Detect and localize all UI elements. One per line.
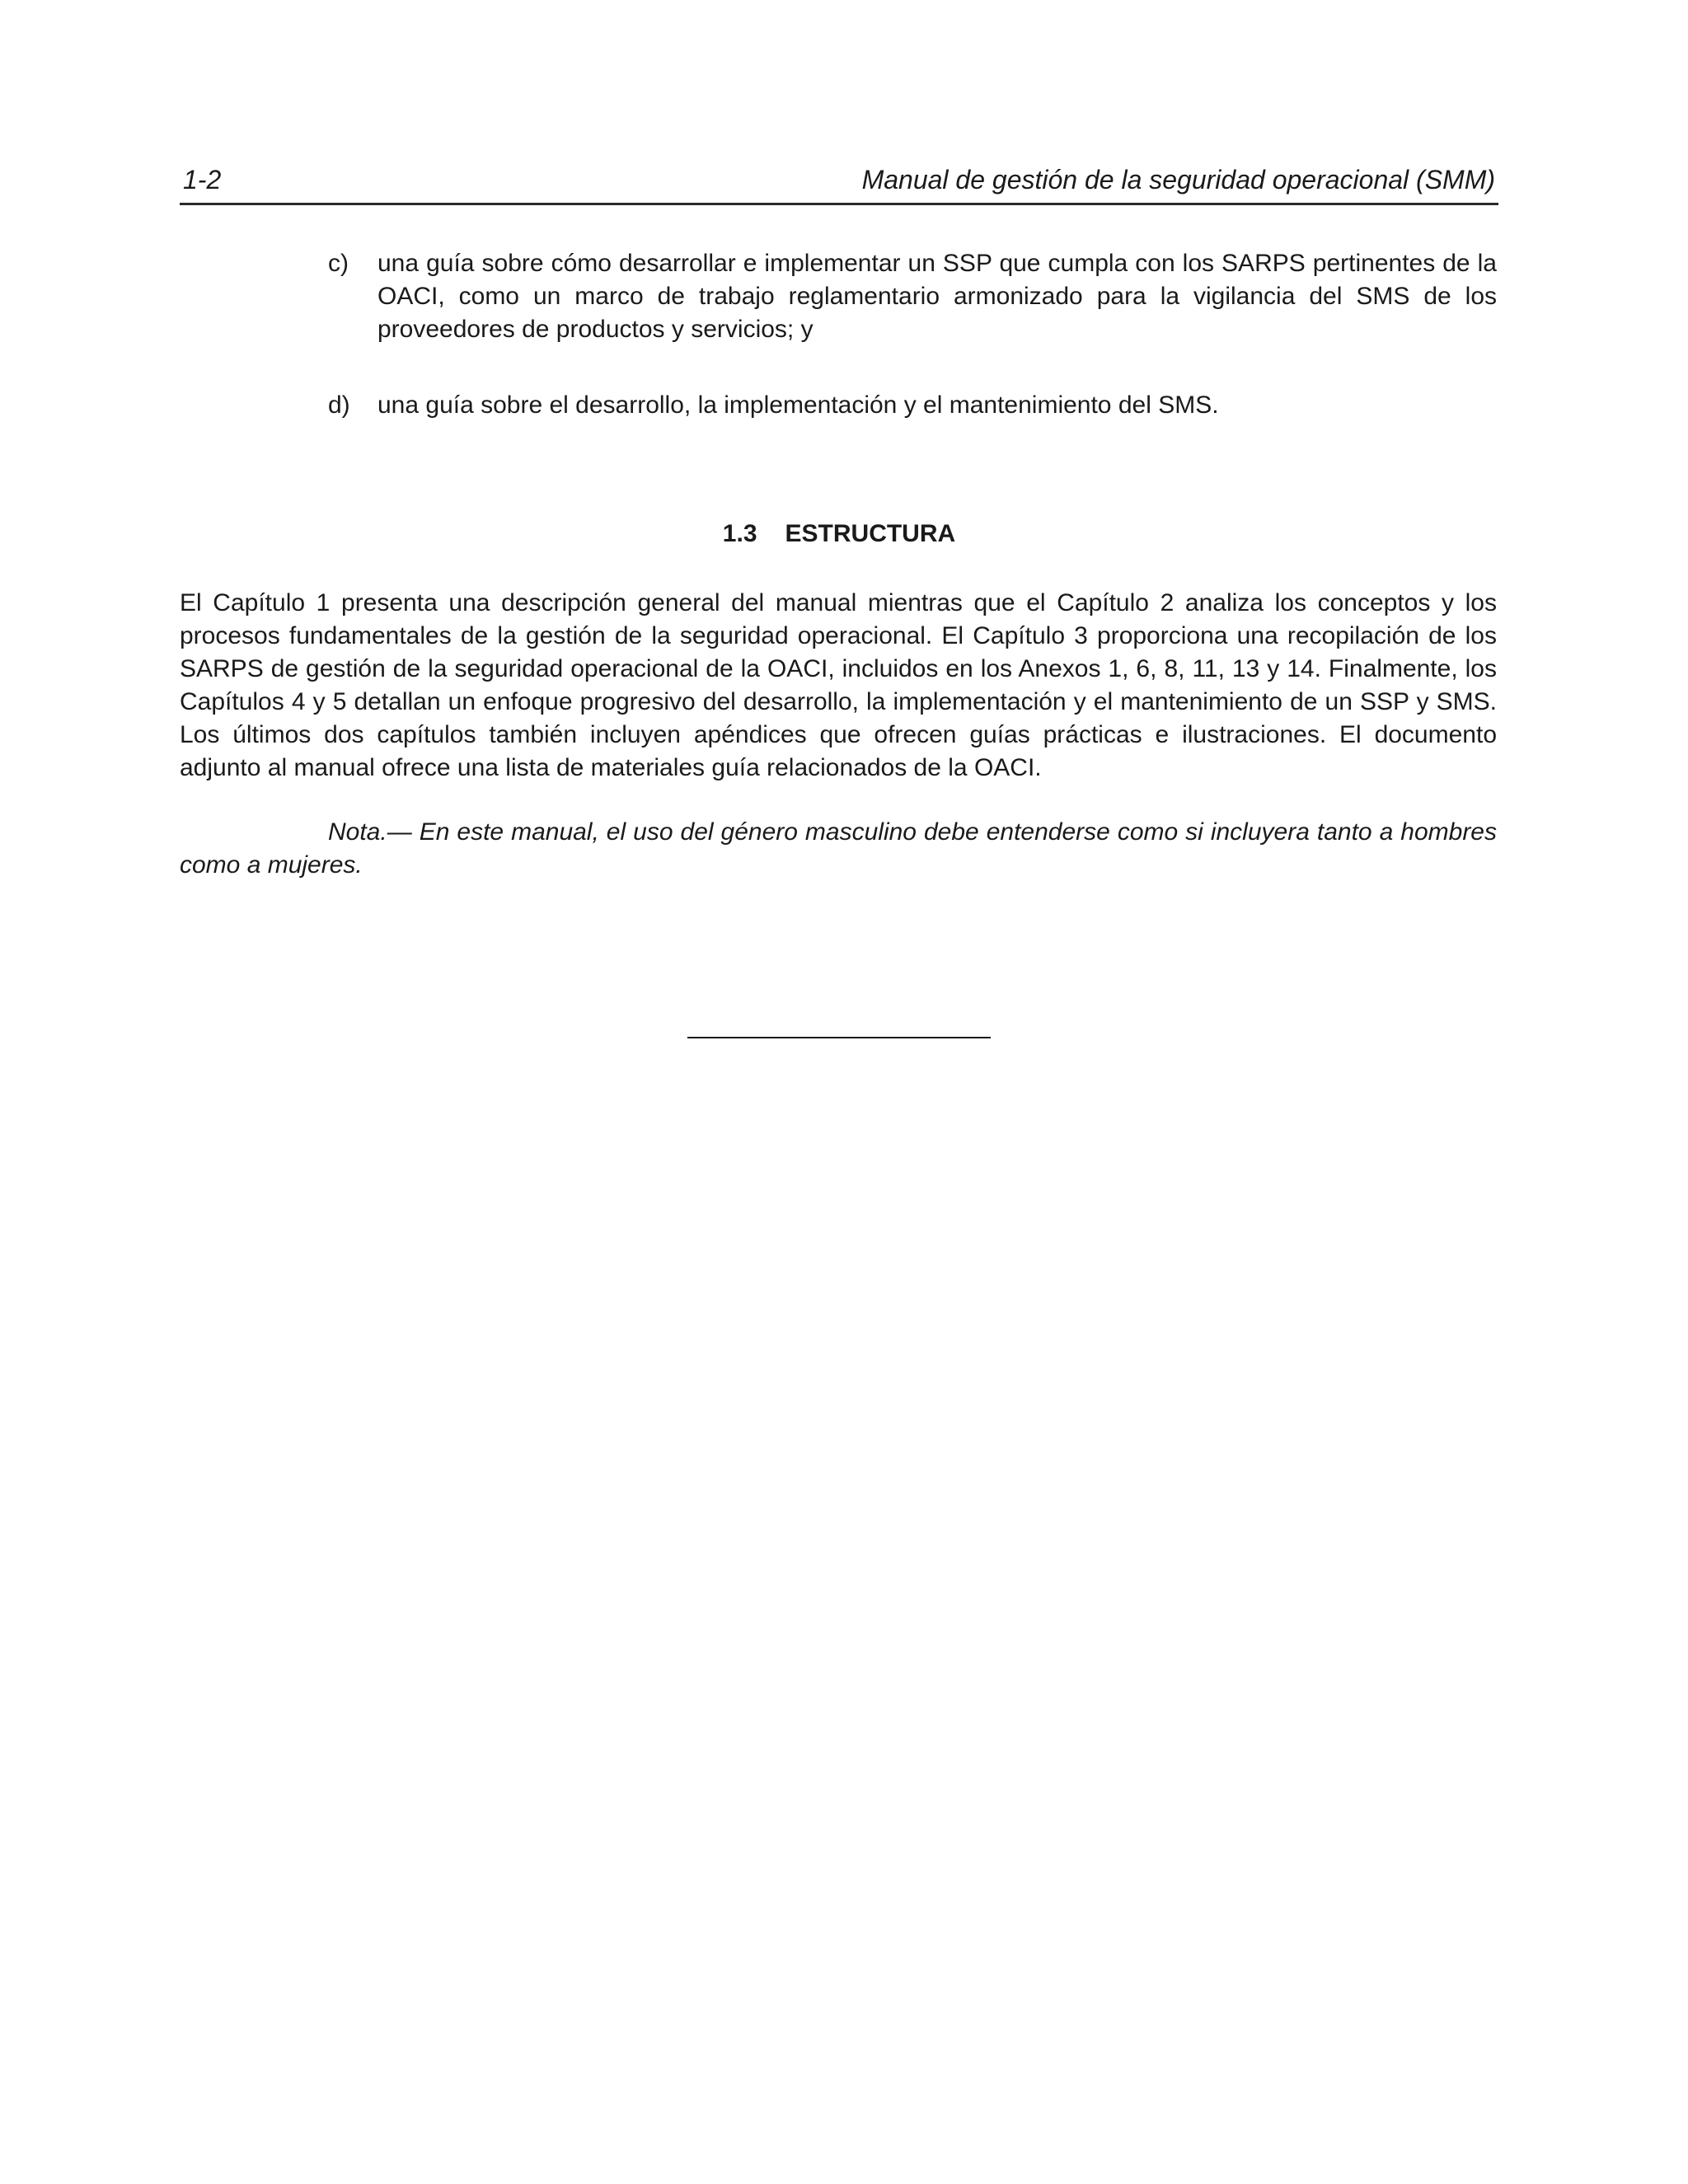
end-of-section-rule: [687, 1037, 991, 1038]
page-header: [180, 162, 1498, 205]
page-number: 1-2: [183, 165, 222, 194]
note-paragraph: Nota.— En este manual, el uso del género masculino debe entenderse como si incluyera tanto a hombres como a mujeres.: [180, 818, 1497, 879]
running-title: Manual de gestión de la seguridad operacional (SMM): [861, 165, 1495, 194]
list-item-marker: d): [328, 391, 350, 419]
section-number: 1.3: [722, 520, 757, 547]
body-paragraph: El Capítulo 1 presenta una descripción general del manual mientras que el Capítulo 2 analiza los conceptos y los procesos fundamentales de la gestión de la seguridad operacional. El Capítulo 3 proporciona una recopilación de los SARPS de gestión de la seguridad operacional de la OACI, incluidos en los Anexos 1, 6, 8, 11, 13 y 14. Finalmente, los Capítulos 4 y 5 detallan un enfoque progresivo del desarrollo, la implementación y el mantenimiento de un SSP y SMS. Los últimos dos capítulos también incluyen apéndices que ofrecen guías prácticas e ilustraciones. El documento adjunto al manual ofrece una lista de materiales guía relacionados de la OACI.: [180, 589, 1497, 781]
section-heading: [180, 518, 1498, 551]
list-item-marker: c): [328, 250, 349, 277]
list-item-text: una guía sobre cómo desarrollar e implementar un SSP que cumpla con los SARPS pertinentes de la OACI, como un marco de trabajo reglamentario armonizado para la vigilancia del SMS de los proveedores de productos y servicios; y: [377, 250, 1497, 343]
section-title: ESTRUCTURA: [785, 520, 956, 547]
list-item-text: una guía sobre el desarrollo, la implementación y el mantenimiento del SMS.: [377, 391, 1219, 419]
